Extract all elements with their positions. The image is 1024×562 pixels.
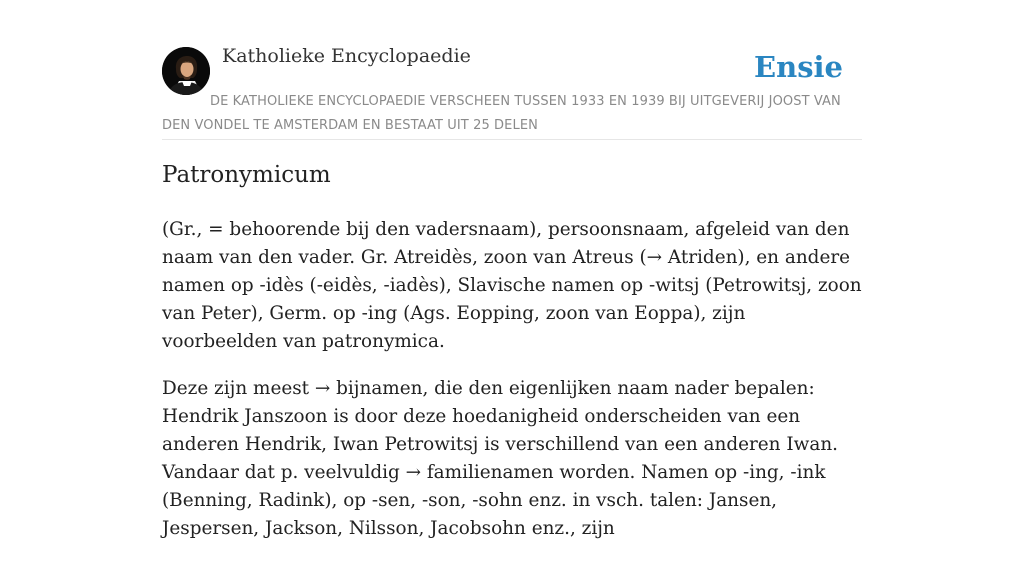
site-tagline: DE KATHOLIEKE ENCYCLOPAEDIE VERSCHEEN TUSSEN 1933 EN 1939 BIJ UITGEVERIJ JOOST VAN DEN VONDEL TE AMSTERDAM EN BESTAAT UIT 25 DELEN xyxy=(162,94,841,133)
portrait-icon xyxy=(162,47,210,95)
brand-logo-link[interactable]: Ensie xyxy=(754,50,843,84)
article-body xyxy=(162,216,862,562)
article-title: Patronymicum xyxy=(162,162,331,188)
site-avatar[interactable] xyxy=(162,47,210,95)
article-paragraph: Deze zijn meest → bijnamen, die den eigenlijken naam nader bepalen: Hendrik Janszoon is door deze hoedanigheid onderscheiden van een anderen Hendrik, Iwan Petrowitsj is verschillend van een anderen Iwan. Vandaar dat p. veelvuldig → familienamen worden. Namen op -ing, -ink (Benning, Radink), op -sen, -son, -sohn enz. in vsch. talen: Jansen, Jespersen, Jackson, Nilsson, Jacobsohn enz., zijn xyxy=(162,378,839,539)
article-paragraph: (Gr., = behoorende bij den vadersnaam), persoonsnaam, afgeleid van den naam van den vader. Gr. Atreidès, zoon van Atreus (→ Atriden), en andere namen op -idès (-eidès, -iadès), Slavische namen op -witsj (Petrowitsj, zoon van Peter), Germ. op -ing (Ags. Eopping, zoon van Eoppa), zijn voorbeelden van patronymica. xyxy=(162,219,862,352)
site-title[interactable]: Katholieke Encyclopaedie xyxy=(222,45,471,67)
header-divider xyxy=(162,139,862,140)
